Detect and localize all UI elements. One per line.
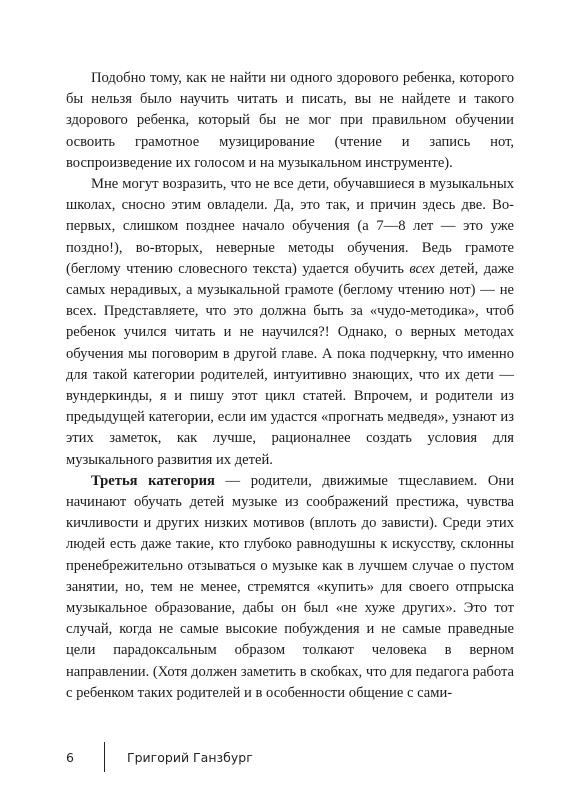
paragraph-3 [66, 471, 514, 704]
footer-divider [104, 742, 105, 772]
page-number: 6 [66, 749, 74, 765]
author-name: Григорий Ганзбург [127, 749, 253, 765]
paragraph-2 [66, 174, 514, 471]
paragraph-1 [66, 68, 514, 174]
paragraph-2-emphasis: всех [409, 260, 435, 277]
paragraph-2-text-before: Мне могут возразить, что не все дети, обучавшиеся в музыкальных школах, сносно этим овладели. Да, это так, и причин здесь две. Во-первых, слишком позднее начало обучения (а 7—8 лет — это уже поздно!), во-вторых, неверные методы обучения. Ведь грамоте (беглому чтению словесного текста) удается обучить [66, 176, 514, 277]
paragraph-2-text-after: детей, даже самых нерадивых, а музыкальной грамоте (беглому чтению нот) — не всех. Представляете, что это должна быть за «чудо-методика», чтоб ребенок учился читать и не научился?! Однако, о верных методах обучения мы поговорим в другой главе. А пока подчеркну, что именно для такой категории родителей, интуитивно знающих, что их дети — вундеркинды, я и пишу этот цикл статей. Впрочем, и родители из предыдущей категории, если им удастся «прогнать медведя», узнают из этих заметок, как лучше, рационалнее создать условия для музыкального развития их детей. [66, 260, 514, 468]
paragraph-3-bold-heading: Третья категория [91, 472, 215, 489]
page-footer [66, 742, 253, 772]
paragraph-3-text: — родители, движимые тщеславием. Они начинают обучать детей музыке из соображений престижа, чувства кичливости и других низких мотивов (вплоть до зависти). Среди этих людей есть даже такие, кто глубоко равнодушны к искусству, склонны пренебрежительно отзываться о музыке как в лучшем случае о пустом занятии, но, тем не менее, стремятся «купить» для своего отпрыска музыкальное образование, дабы он был «не хуже других». Это тот случай, когда не самые высокие побуждения и не самые праведные цели парадоксальным образом толкают человека в верном направлении. (Хотя должен заметить в скобках, что для педагога работа с ребенком таких родителей и в особенности общение с сами- [66, 472, 515, 701]
body-text [66, 68, 514, 704]
paragraph-1-text: Подобно тому, как не найти ни одного здорового ребенка, которого бы нельзя было научить читать и писать, вы не найдете и такого здорового ребенка, который бы не мог при правильном обучении освоить грамотное музицирование (чтение и запись нот, воспроизведение их голосом и на музыкальном инструменте). [66, 70, 514, 171]
